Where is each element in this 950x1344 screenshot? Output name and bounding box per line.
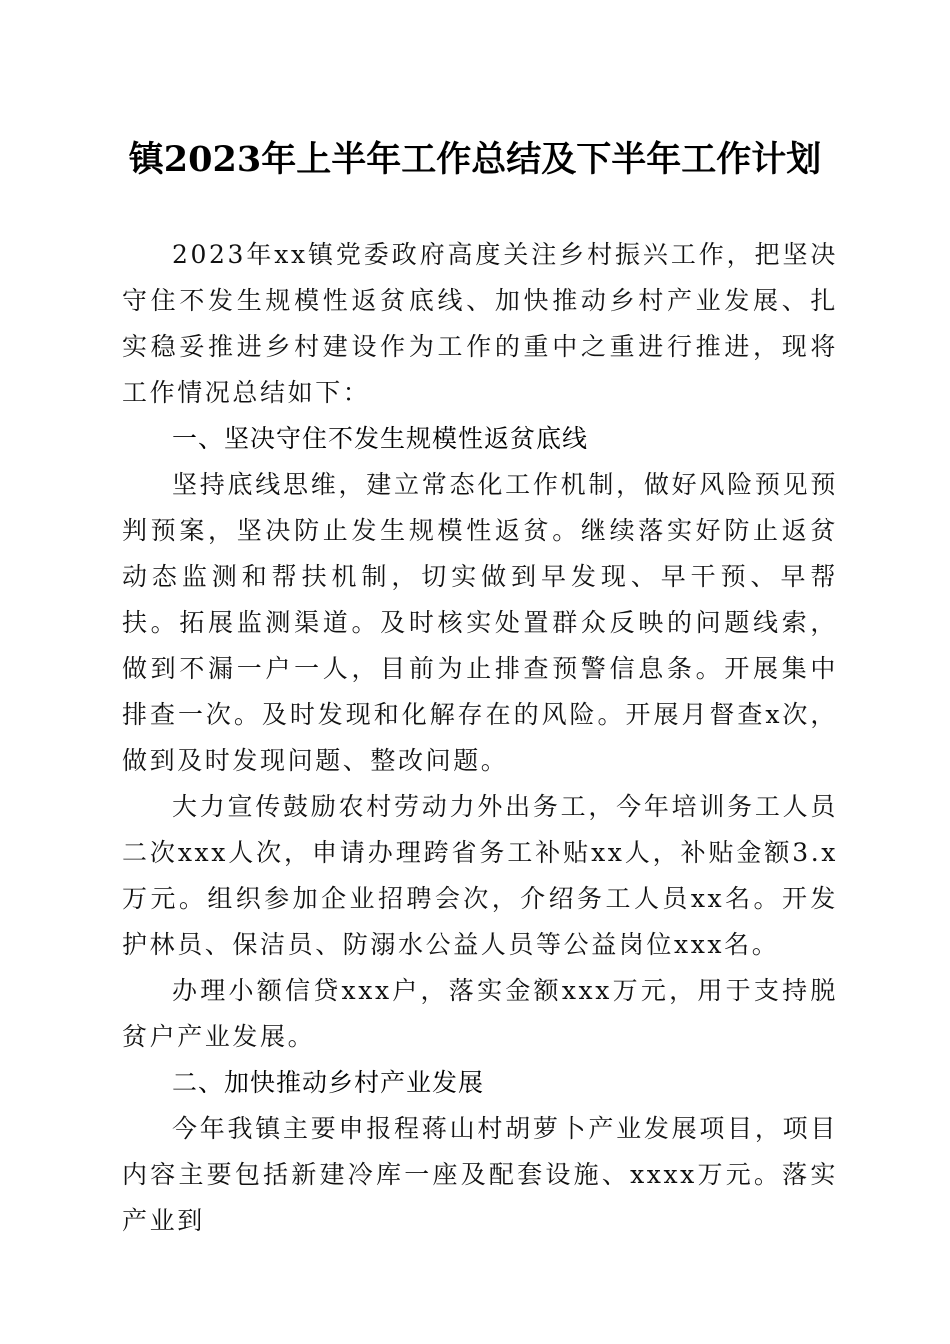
section-2-heading: 二、加快推动乡村产业发展 [172,1068,485,1097]
intro-paragraph: 2023年xx镇党委政府高度关注乡村振兴工作，把坚决守住不发生规模性返贫底线、加快推动乡村产业发展、扎实稳妥推进乡村建设作为工作的重中之重进行推进，现将工作情况总结如下： [122,240,838,407]
section-2-paragraph-1: 今年我镇主要申报程蒋山村胡萝卜产业发展项目，项目内容主要包括新建冷库一座及配套设施、xxxx万元。落实产业到 [122,1114,838,1235]
section-1-paragraph-1: 坚持底线思维，建立常态化工作机制，做好风险预见预判预案，坚决防止发生规模性返贫。继续落实好防止返贫动态监测和帮扶机制，切实做到早发现、早干预、早帮扶。拓展监测渠道。及时核实处置群众反映的问题线索，做到不漏一户一人，目前为止排查预警信息条。开展集中排查一次。及时发现和化解存在的风险。开展月督查x次，做到及时发现问题、整改问题。 [122,470,838,775]
section-1-paragraph-2: 大力宣传鼓励农村劳动力外出务工，今年培训务工人员二次xxx人次，申请办理跨省务工补贴xx人，补贴金额3.x万元。组织参加企业招聘会次，介绍务工人员xx名。开发护林员、保洁员、防溺水公益人员等公益岗位xxx名。 [122,792,838,959]
document-body [122,232,838,1244]
section-1-heading: 一、坚决守住不发生规模性返贫底线 [172,424,589,453]
document-title: 镇2023年上半年工作总结及下半年工作计划 [128,139,822,180]
section-1-paragraph-3: 办理小额信贷xxx户，落实金额xxx万元，用于支持脱贫户产业发展。 [122,976,838,1051]
